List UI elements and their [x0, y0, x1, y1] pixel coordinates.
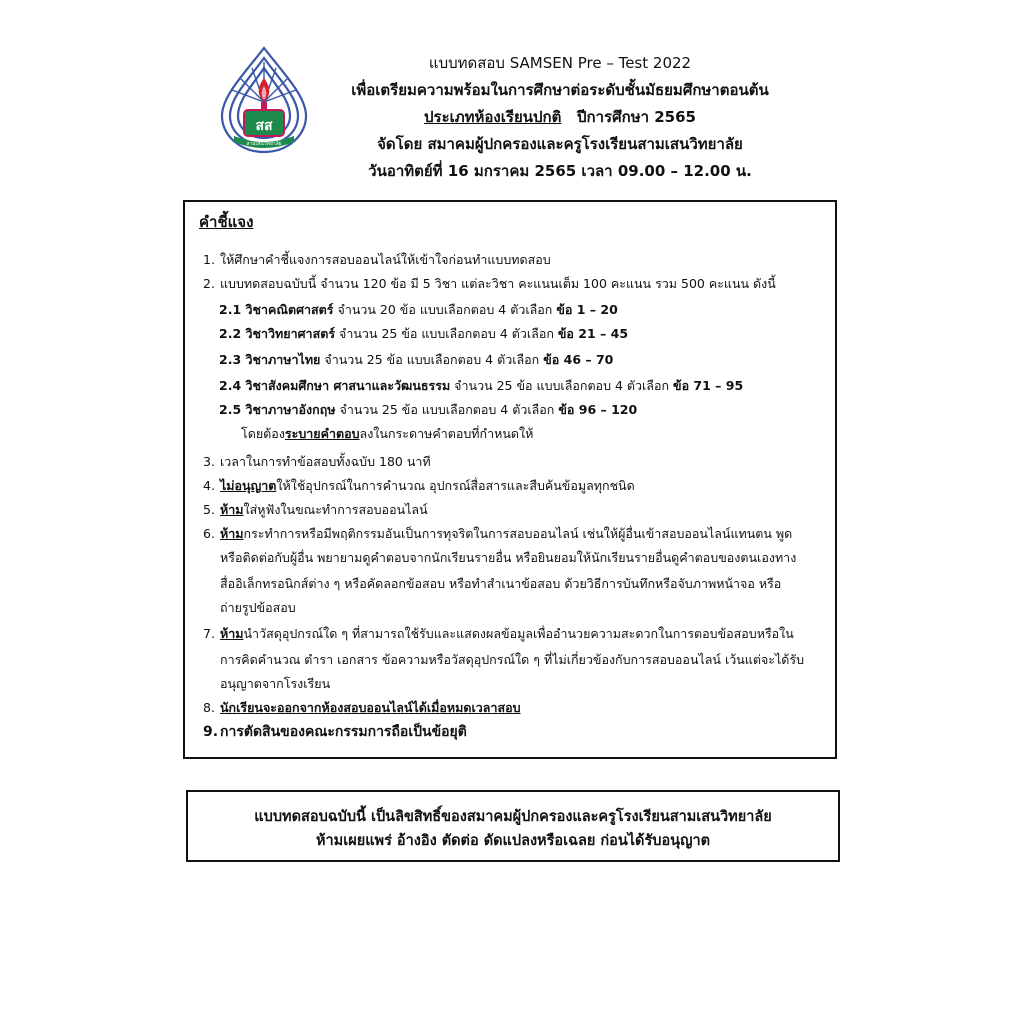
subject-detail: จำนวน 25 ข้อ แบบเลือกตอบ 4 ตัวเลือก — [450, 378, 674, 393]
instruction-item-8 — [203, 696, 521, 720]
subject-name: 2.3 วิชาภาษาไทย — [219, 352, 321, 367]
subject-thai — [219, 348, 613, 372]
subject-detail: จำนวน 25 ข้อ แบบเลือกตอบ 4 ตัวเลือก — [335, 326, 558, 341]
school-emblem-icon — [214, 44, 314, 154]
item-text: นำวัสดุอุปกรณ์ใด ๆ ที่สามารถใช้รับและแสดงผลข้อมูลเพื่ออำนวยความสะดวกในการตอบข้อสอบหรือใน — [243, 626, 794, 641]
note-text: ลงในกระดาษคำตอบที่กำหนดให้ — [359, 426, 534, 441]
instruction-item-1 — [203, 248, 551, 272]
item-emphasis: ไม่อนุญาต — [220, 478, 277, 493]
note-text: โดยต้อง — [241, 426, 285, 441]
instruction-item-2 — [203, 272, 776, 296]
subject-science — [219, 322, 628, 346]
instruction-item-3 — [203, 450, 431, 474]
subject-name: 2.2 วิชาวิทยาศาสตร์ — [219, 326, 336, 341]
item-7-continuation: อนุญาตจากโรงเรียน — [220, 676, 331, 691]
school-logo — [214, 44, 314, 154]
exam-type-line — [300, 104, 820, 131]
instruction-item-6 — [203, 522, 792, 546]
subject-name: 2.1 วิชาคณิตศาสตร์ — [219, 302, 334, 317]
exam-purpose: เพื่อเตรียมความพร้อมในการศึกษาต่อระดับชั้นมัธยมศึกษาตอนต้น — [351, 81, 769, 99]
svg-text:สามเสนวิทยาลัย: สามเสนวิทยาลัย — [246, 141, 282, 147]
item-text: ใส่หูฟังในขณะทำการสอบออนไลน์ — [243, 502, 428, 517]
item-number: 4. — [203, 478, 215, 493]
exam-year: ปีการศึกษา 2565 — [577, 108, 696, 126]
subject-name: 2.4 วิชาสังคมศึกษา ศาสนาและวัฒนธรรม — [219, 378, 451, 393]
copyright-line-2: ห้ามเผยแพร่ อ้างอิง ตัดต่อ ดัดแปลงหรือเฉลย ก่อนได้รับอนุญาต — [315, 833, 711, 849]
item-number: 2. — [203, 276, 215, 291]
exam-organizer: จัดโดย สมาคมผู้ปกครองและครูโรงเรียนสามเสนวิทยาลัย — [377, 135, 743, 153]
item-6-continuation: สื่ออิเล็กทรอนิกส์ต่าง ๆ หรือคัดลอกข้อสอบ หรือทำสำเนาข้อสอบ ด้วยวิธีการบันทึกหรือจับภาพหน้าจอ หรือ — [220, 576, 782, 591]
subject-range: ข้อ 1 – 20 — [556, 302, 618, 317]
instructions-box — [183, 200, 837, 759]
svg-text:สส: สส — [255, 118, 273, 134]
subject-range: ข้อ 46 – 70 — [543, 352, 614, 367]
exam-type: ประเภทห้องเรียนปกติ — [424, 108, 562, 126]
subject-math — [219, 298, 618, 322]
item-7-continuation: การคิดคำนวณ ตำรา เอกสาร ข้อความหรือวัสดุอุปกรณ์ใด ๆ ที่ไม่เกี่ยวข้องกับการสอบออนไลน์ เว้นแต่จะได้รับ — [220, 652, 805, 667]
exam-header — [300, 50, 820, 185]
answer-sheet-note — [241, 422, 533, 446]
item-text: การตัดสินของคณะกรรมการถือเป็นข้อยุติ — [220, 724, 467, 740]
copyright-line-1: แบบทดสอบฉบับนี้ เป็นลิขสิทธิ์ของสมาคมผู้ปกครองและครูโรงเรียนสามเสนวิทยาลัย — [254, 809, 772, 825]
subject-english — [219, 398, 637, 422]
item-number: 6. — [203, 526, 215, 541]
subject-detail: จำนวน 25 ข้อ แบบเลือกตอบ 4 ตัวเลือก — [320, 352, 544, 367]
instruction-item-7 — [203, 622, 794, 646]
instructions-title: คำชี้แจง — [199, 213, 254, 231]
item-emphasis: ห้าม — [220, 526, 244, 541]
item-text: นักเรียนจะออกจากห้องสอบออนไลน์ได้เมื่อหมดเวลาสอบ — [220, 700, 521, 715]
copyright-box — [186, 790, 840, 862]
item-number: 9. — [203, 724, 219, 740]
item-6-continuation: ถ่ายรูปข้อสอบ — [220, 600, 296, 615]
item-number: 3. — [203, 454, 215, 469]
note-emphasis: ระบายคำตอบ — [284, 426, 360, 441]
item-text: ให้ศึกษาคำชี้แจงการสอบออนไลน์ให้เข้าใจก่อนทำแบบทดสอบ — [220, 252, 551, 267]
subject-range: ข้อ 96 – 120 — [558, 402, 638, 417]
item-text: แบบทดสอบฉบับนี้ จำนวน 120 ข้อ มี 5 วิชา แต่ละวิชา คะแนนเต็ม 100 คะแนน รวม 500 คะแนน ดังนี้ — [220, 276, 776, 291]
subject-social — [219, 374, 743, 398]
instruction-item-4 — [203, 474, 635, 498]
subject-detail: จำนวน 25 ข้อ แบบเลือกตอบ 4 ตัวเลือก — [335, 402, 559, 417]
instruction-item-5 — [203, 498, 428, 522]
exam-title: แบบทดสอบ SAMSEN Pre – Test 2022 — [428, 54, 692, 72]
item-6-continuation: หรือติดต่อกับผู้อื่น พยายามดูคำตอบจากนักเรียนรายอื่น หรือยินยอมให้นักเรียนรายอื่นดูคำตอบของตนเองทาง — [220, 550, 797, 565]
item-text: เวลาในการทำข้อสอบทั้งฉบับ 180 นาที — [220, 454, 431, 469]
item-text: กระทำการหรือมีพฤติกรรมอันเป็นการทุจริตในการสอบออนไลน์ เช่นให้ผู้อื่นเข้าสอบออนไลน์แทนตน พูด — [243, 526, 793, 541]
exam-datetime: วันอาทิตย์ที่ 16 มกราคม 2565 เวลา 09.00 – 12.00 น. — [368, 162, 752, 180]
subject-detail: จำนวน 20 ข้อ แบบเลือกตอบ 4 ตัวเลือก — [333, 302, 557, 317]
subject-name: 2.5 วิชาภาษาอังกฤษ — [219, 402, 336, 417]
item-emphasis: ห้าม — [220, 502, 244, 517]
item-number: 1. — [203, 252, 215, 267]
instruction-item-9 — [203, 720, 467, 744]
item-number: 7. — [203, 626, 215, 641]
item-text: ให้ใช้อุปกรณ์ในการคำนวณ อุปกรณ์สื่อสารและสืบค้นข้อมูลทุกชนิด — [276, 478, 635, 493]
item-number: 5. — [203, 502, 215, 517]
item-number: 8. — [203, 700, 215, 715]
item-emphasis: ห้าม — [220, 626, 244, 641]
subject-range: ข้อ 71 – 95 — [673, 378, 744, 393]
subject-range: ข้อ 21 – 45 — [557, 326, 629, 341]
